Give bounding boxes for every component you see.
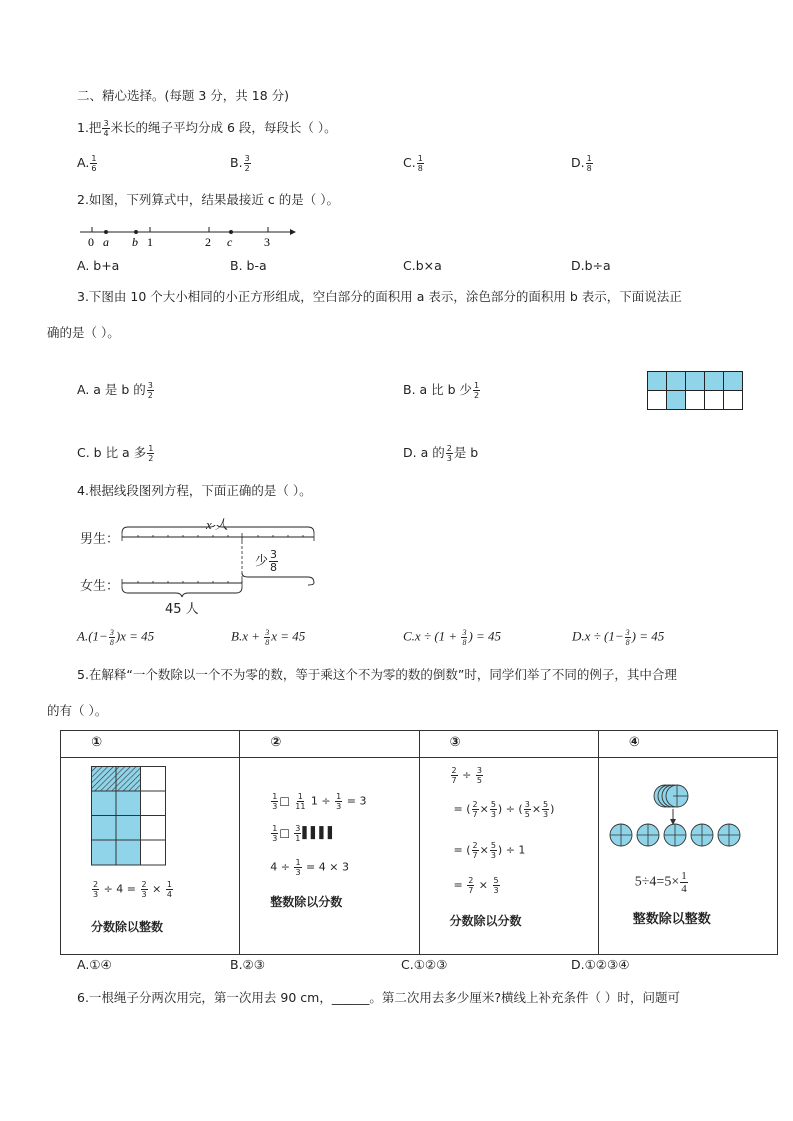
cell-3-line4: = $\frac{2}{7}$ × $\frac{5}{3}$ bbox=[453, 876, 499, 895]
tick-2: 2 bbox=[205, 235, 211, 249]
q4-option-b[interactable]: B.x + $\frac{3}{8}$ x = 45 bbox=[231, 628, 306, 647]
less-label: 少 $\frac{3}{8}$ bbox=[255, 548, 278, 574]
tick-1: 1 bbox=[147, 235, 153, 249]
q4-option-c[interactable]: C.x ÷ (1 + $\frac{3}{8}$ ) = 45 bbox=[403, 628, 502, 647]
q4-option-d[interactable]: D.x ÷ (1− $\frac{3}{8}$ ) = 45 bbox=[572, 628, 665, 647]
q1-stem: 1.把 $\frac{3}{4}$ 米长的绳子平均分成 6 段，每段长（ ）。 bbox=[77, 119, 337, 138]
cell-4-title: 整数除以整数 bbox=[632, 912, 711, 927]
cell-1-equation: $\frac{2}{3}$ ÷ 4 = $\frac{2}{3}$ × $\frac{1}{4}$ bbox=[93, 880, 172, 899]
cell-1-title: 分数除以整数 bbox=[91, 920, 164, 934]
cell-2-title: 整数除以分数 bbox=[270, 895, 343, 909]
q6-stem: 6.一根绳子分两次用完，第一次用去 90 cm，______。第二次用去多少厘米?横线上补充条件（ ）时，问题可 bbox=[77, 990, 680, 1005]
cell-2-header: ② bbox=[240, 731, 419, 758]
cell-1-header: ① bbox=[61, 731, 240, 758]
q2-stem: 2.如图，下列算式中，结果最接近 c 的是（ ）。 bbox=[77, 192, 339, 207]
cell-1-body bbox=[61, 758, 240, 955]
q5-option-a[interactable]: A.①④ bbox=[77, 957, 112, 972]
q3-stem-line2: 确的是（ ）。 bbox=[47, 325, 120, 340]
x-people-label: x 人 bbox=[206, 517, 229, 532]
q5-example-table bbox=[60, 730, 778, 955]
cell-2-line1: $\frac{1}{3}$ □ $\frac{1}{11}$ 1 ÷ $\frac{1}{3}$ = 3 bbox=[272, 792, 367, 811]
q2-option-b[interactable]: B. b-a bbox=[230, 258, 267, 273]
q3-option-c[interactable]: C. b 比 a 多 $\frac{1}{2}$ bbox=[77, 444, 154, 463]
cell-3-line1: $\frac{2}{7}$ ÷ $\frac{3}{5}$ bbox=[451, 766, 482, 785]
tick-3: 3 bbox=[264, 235, 270, 249]
point-b: b bbox=[132, 235, 138, 249]
point-c: c bbox=[227, 235, 233, 249]
q5-option-d[interactable]: D.①②③④ bbox=[571, 957, 630, 972]
fraction-grid bbox=[91, 766, 169, 868]
q5-option-b[interactable]: B.②③ bbox=[230, 957, 265, 972]
cell-4-body bbox=[598, 758, 777, 955]
cell-4-equation: 5÷4=5× $\frac{1}{4}$ bbox=[634, 870, 687, 895]
cell-2-line2: $\frac{1}{3}$ □ $\frac{3}{1}$ ▌▌▌▌ bbox=[272, 824, 337, 843]
q2-option-d[interactable]: D.b÷a bbox=[571, 258, 611, 273]
q5-option-c[interactable]: C.①②③ bbox=[401, 957, 448, 972]
girls-label: 女生： bbox=[80, 579, 120, 594]
q2-option-c[interactable]: C.b×a bbox=[403, 258, 442, 273]
cell-3-header: ③ bbox=[419, 731, 598, 758]
q4-option-a[interactable]: A.(1− $\frac{3}{8}$ )x = 45 bbox=[77, 628, 155, 647]
circles-diagram bbox=[609, 778, 745, 858]
q1-option-d[interactable]: D. $\frac{1}{8}$ bbox=[571, 154, 592, 173]
section-title: 二、精心选择。(每题 3 分，共 18 分) bbox=[77, 88, 290, 103]
q3-stem-line1: 3.下图由 10 个大小相同的小正方形组成，空白部分的面积用 a 表示，涂色部分的面积用 b 表示，下面说法正 bbox=[77, 289, 682, 304]
cell-3-body bbox=[419, 758, 598, 955]
q2-option-a[interactable]: A. b+a bbox=[77, 258, 120, 273]
cell-2-body bbox=[240, 758, 419, 955]
q3-square-grid bbox=[647, 371, 743, 411]
q3-option-b[interactable]: B. a 比 b 少 $\frac{1}{2}$ bbox=[403, 381, 480, 400]
segment-diagram bbox=[118, 525, 318, 605]
q5-stem-line1: 5.在解释“一个数除以一个不为零的数，等于乘这个不为零的数的倒数”时，同学们举了不同的例子，其中合理 bbox=[77, 667, 677, 682]
tick-0: 0 bbox=[88, 235, 94, 249]
q3-option-a[interactable]: A. a 是 b 的 $\frac{3}{2}$ bbox=[77, 381, 153, 400]
boys-label: 男生： bbox=[80, 532, 120, 547]
q1-option-c[interactable]: C. $\frac{1}{8}$ bbox=[403, 154, 423, 173]
q1-option-a[interactable]: A. $\frac{1}{6}$ bbox=[77, 154, 97, 173]
q4-stem: 4.根据线段图列方程，下面正确的是（ ）。 bbox=[77, 483, 312, 498]
cell-4-header: ④ bbox=[598, 731, 777, 758]
q1-option-b[interactable]: B. $\frac{3}{2}$ bbox=[230, 154, 250, 173]
cell-3-line3: = ( $\frac{2}{7}$ × $\frac{5}{3}$ ) ÷ 1 bbox=[453, 841, 526, 860]
q3-option-d[interactable]: D. a 的 $\frac{2}{3}$ 是 b bbox=[403, 444, 479, 463]
cell-2-line3: 4 ÷ $\frac{1}{3}$ = 4 × 3 bbox=[270, 858, 349, 877]
girls-count-label: 45 人 bbox=[165, 602, 199, 617]
point-a: a bbox=[103, 235, 109, 249]
q5-stem-line2: 的有（ ）。 bbox=[47, 703, 108, 718]
number-line bbox=[76, 220, 306, 250]
cell-3-line2: = ( $\frac{2}{7}$ × $\frac{5}{3}$ ) ÷ ( $\frac{3}{5}$ × $\frac{5}{3}$ ) bbox=[453, 800, 555, 819]
cell-3-title: 分数除以分数 bbox=[449, 914, 522, 928]
